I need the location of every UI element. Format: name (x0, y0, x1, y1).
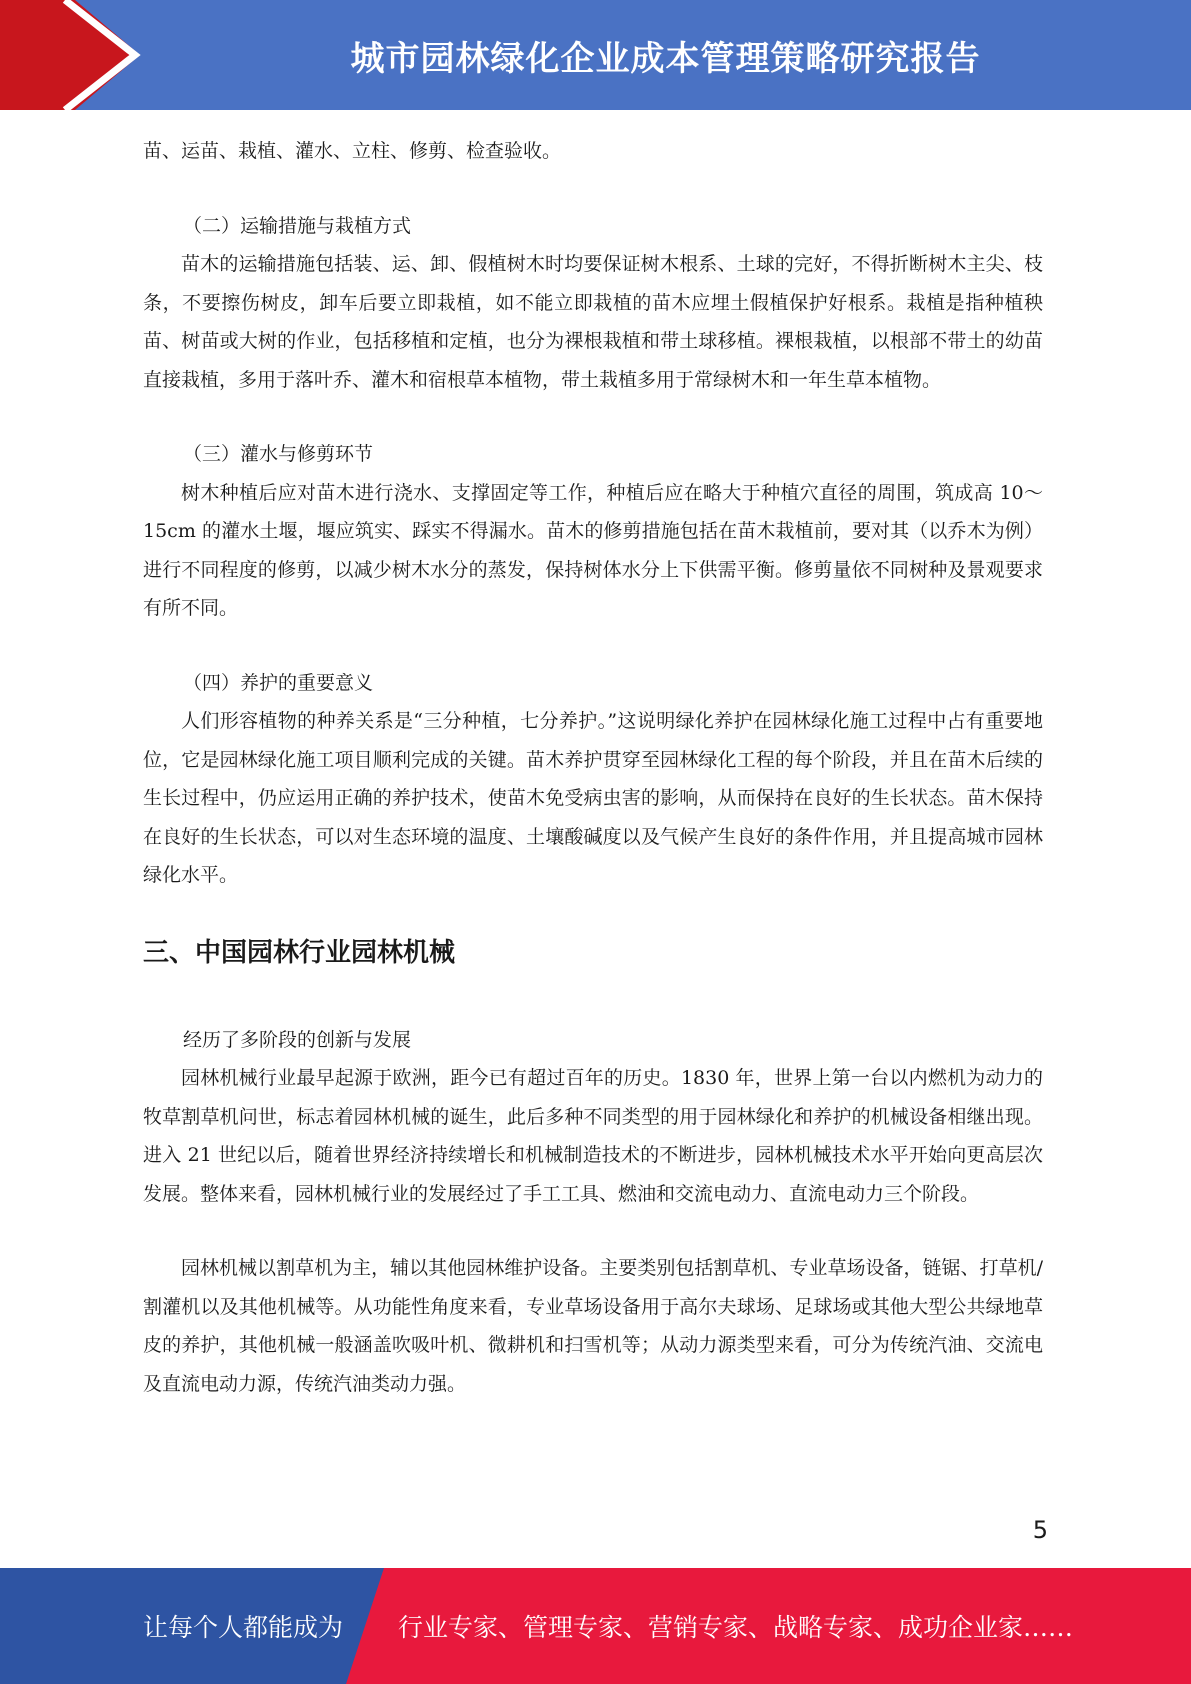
section-heading-watering: （三）灌水与修剪环节 (183, 443, 374, 465)
footer-slogan-left: 让每个人都能成为 (143, 1613, 344, 1642)
paragraph-development: 园林机械行业最早起源于欧洲，距今已有超过百年的历史。1830 年，世界上第一台以内燃机为动力的牧草割草机问世，标志着园林机械的诞生，此后多种不同类型的用于园林绿化和养护的机械设备相继出现。进入 21 世纪以后，随着世界经济持续增长和机械制造技术的不断进步，园林机械技术水平开始向更高层次发展。整体来看，园林机械行业的发展经过了手工工具、燃油和交流电动力、直流电动力三个阶段。 (143, 1067, 1043, 1205)
footer-slogan-right: 行业专家、管理专家、营销专家、战略专家、成功企业家…… (398, 1613, 1074, 1642)
section-heading-maintenance: （四）养护的重要意义 (183, 671, 374, 694)
page-header (0, 0, 1191, 110)
main-content (143, 132, 1043, 1403)
section-heading-development: 经历了多阶段的创新与发展 (183, 1028, 412, 1051)
paragraph-maintenance: 人们形容植物的种养关系是“三分种植，七分养护。”这说明绿化养护在园林绿化施工过程中占有重要地位，它是园林绿化施工项目顺利完成的关键。苗木养护贯穿至园林绿化工程的每个阶段，并且在苗木后续的生长过程中，仍应运用正确的养护技术，使苗木免受病虫害的影响，从而保持在良好的生长状态。苗木保持在良好的生长状态，可以对生态环境的温度、土壤酸碱度以及气候产生良好的条件作用，并且提高城市园林绿化水平。 (143, 710, 1043, 886)
paragraph-transport: 苗木的运输措施包括装、运、卸、假植树木时均要保证树木根系、土球的完好，不得折断树木主尖、枝条，不要擦伤树皮，卸车后要立即栽植，如不能立即栽植的苗木应埋土假植保护好根系。栽植是指种植秧苗、树苗或大树的作业，包括移植和定植，也分为裸根栽植和带土球移植。裸根栽植，以根部不带土的幼苗直接栽植，多用于落叶乔、灌木和宿根草本植物，带土栽植多用于常绿树木和一年生草本植物。 (143, 253, 1043, 391)
report-title: 城市园林绿化企业成本管理策略研究报告 (350, 38, 981, 79)
page-footer (0, 1568, 1191, 1684)
page-number: 5 (1032, 1516, 1048, 1544)
intro-paragraph: 苗、运苗、栽植、灌水、立柱、修剪、检查验收。 (143, 140, 562, 162)
chapter-heading-machinery: 三、中国园林行业园林机械 (143, 937, 456, 968)
section-heading-transport: （二）运输措施与栽植方式 (183, 214, 412, 237)
paragraph-machinery-types: 园林机械以割草机为主，辅以其他园林维护设备。主要类别包括割草机、专业草场设备，链锯、打草机/割灌机以及其他机械等。从功能性角度来看，专业草场设备用于高尔夫球场、足球场或其他大型公共绿地草皮的养护，其他机械一般涵盖吹吸叶机、微耕机和扫雪机等；从动力源类型来看，可分为传统汽油、交流电及直流电动力源，传统汽油类动力强。 (143, 1257, 1043, 1395)
paragraph-watering: 树木种植后应对苗木进行浇水、支撑固定等工作，种植后应在略大于种植穴直径的周围，筑成高 10～15cm 的灌水土堰，堰应筑实、踩实不得漏水。苗木的修剪措施包括在苗木栽植前，要对其（以乔木为例）进行不同程度的修剪，以减少树木水分的蒸发，保持树体水分上下供需平衡。修剪量依不同树种及景观要求有所不同。 (143, 481, 1043, 619)
